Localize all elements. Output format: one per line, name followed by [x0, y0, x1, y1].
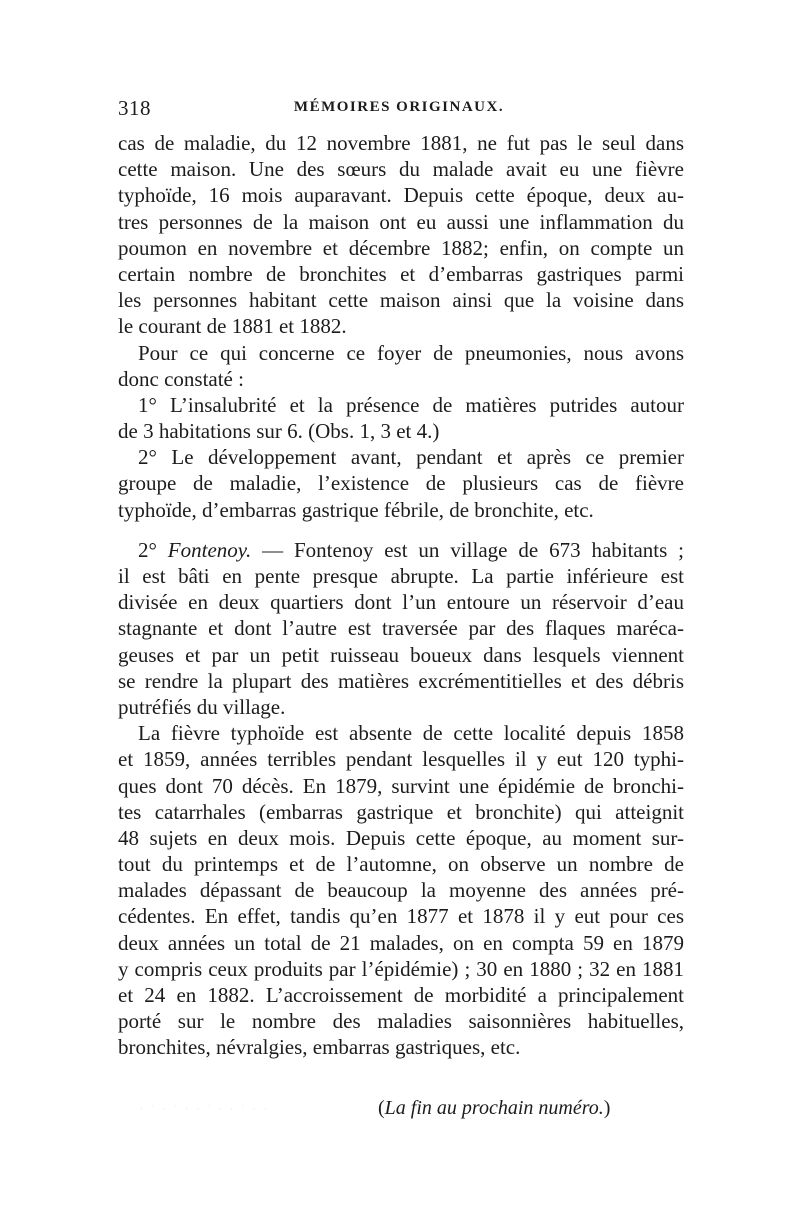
text-line: de 3 habitations sur 6. (Obs. 1, 3 et 4.)	[118, 419, 440, 444]
text-line: typhoïde, d’embarras gastrique fébrile, de bronchite, etc.	[118, 497, 594, 522]
text-line: malades dépassant de beaucoup la moyenne des années pré-	[118, 878, 684, 903]
text-line: les personnes habitant cette maison ainsi que la voisine dans	[118, 288, 684, 313]
text-line: 1° L’insalubrité et la présence de matières putrides autour	[138, 392, 684, 417]
text-line: divisée en deux quartiers dont l’un entoure un réservoir d’eau	[118, 590, 684, 615]
text-line: bronchites, névralgies, embarras gastriques, etc.	[118, 1035, 521, 1060]
place-name: Fontenoy.	[167, 537, 252, 562]
text-line: 2° Le développement avant, pendant et après ce premier	[138, 445, 684, 470]
text-line: typhoïde, 16 mois auparavant. Depuis cette époque, deux au-	[118, 183, 684, 208]
line-rest: — Fontenoy est un village de 673 habitants ;	[262, 537, 684, 562]
section-number: 2°	[138, 537, 157, 562]
text-line: groupe de maladie, l’existence de plusieurs cas de fièvre	[118, 471, 684, 496]
text-line: stagnante et dont l’autre est traversée par des flaques maréca-	[118, 616, 684, 641]
text-line: 48 sujets en deux mois. Depuis cette époque, au moment sur-	[118, 825, 684, 850]
text-line: tout du printemps et de l’automne, on observe un nombre de	[118, 852, 684, 877]
text-line	[118, 537, 684, 563]
text-block	[118, 130, 684, 1061]
text-line: La fièvre typhoïde est absente de cette localité depuis 1858	[138, 721, 684, 746]
text-line: cédentes. En effet, tandis qu’en 1877 et 1878 il y eut pour ces	[118, 904, 684, 929]
paragraph-point-1	[118, 392, 684, 444]
running-head	[118, 96, 680, 122]
text-line: et 1859, années terribles pendant lesquelles il y eut 120 typhi-	[118, 747, 684, 772]
running-title: MÉMOIRES ORIGINAUX.	[293, 99, 505, 115]
text-line: et 24 en 1882. L’accroissement de morbidité a principalement	[118, 983, 684, 1007]
text-line: porté sur le nombre des maladies saisonnières habituelles,	[118, 1009, 684, 1034]
paragraph-point-2	[118, 444, 684, 523]
section-gap	[118, 523, 684, 537]
bleed-through-marks: · ˙ · ˙ · · ˙ · · ˙ · ·	[140, 1104, 270, 1114]
text-line: geuses et par un petit ruisseau boueux dans lesquels viennent	[118, 642, 684, 667]
text-line: il est bâti en pente presque abrupte. La partie inférieure est	[118, 564, 684, 588]
paragraph-continuation	[118, 130, 684, 340]
note-text: La fin au prochain numéro.	[384, 1097, 604, 1119]
text-line: tres personnes de la maison ont eu aussi une inflammation du	[118, 209, 684, 234]
text-line: cette maison. Une des sœurs du malade avait eu une fièvre	[118, 157, 684, 182]
text-line: certain nombre de bronchites et d’embarras gastriques parmi	[118, 261, 684, 286]
note-close-paren: )	[603, 1097, 611, 1119]
text-line: le courant de 1881 et 1882.	[118, 314, 347, 339]
continuation-note	[378, 1097, 610, 1120]
paragraph-fontenoy	[118, 537, 684, 720]
paragraph-summary-intro	[118, 340, 684, 392]
text-line: cas de maladie, du 12 novembre 1881, ne fut pas le seul dans	[118, 131, 684, 155]
text-line: y compris ceux produits par l’épidémie) ; 30 en 1880 ; 32 en 1881	[118, 956, 684, 981]
text-line: poumon en novembre et décembre 1882; enfin, on compte un	[118, 235, 684, 260]
paragraph-typhoid	[118, 720, 684, 1060]
text-line: ques dont 70 décès. En 1879, survint une épidémie de bronchi-	[118, 773, 684, 798]
note-open-paren: (	[378, 1097, 385, 1119]
page-number: 318	[118, 96, 151, 120]
text-line: Pour ce qui concerne ce foyer de pneumonies, nous avons	[138, 340, 684, 365]
text-line: donc constaté :	[118, 366, 244, 391]
text-line: putréfiés du village.	[118, 694, 286, 719]
text-line: se rendre la plupart des matières excrémentitielles et des débris	[118, 668, 684, 693]
text-line: tes catarrhales (embarras gastrique et bronchite) qui atteignit	[118, 799, 684, 824]
text-line: deux années un total de 21 malades, on en compta 59 en 1879	[118, 930, 684, 955]
